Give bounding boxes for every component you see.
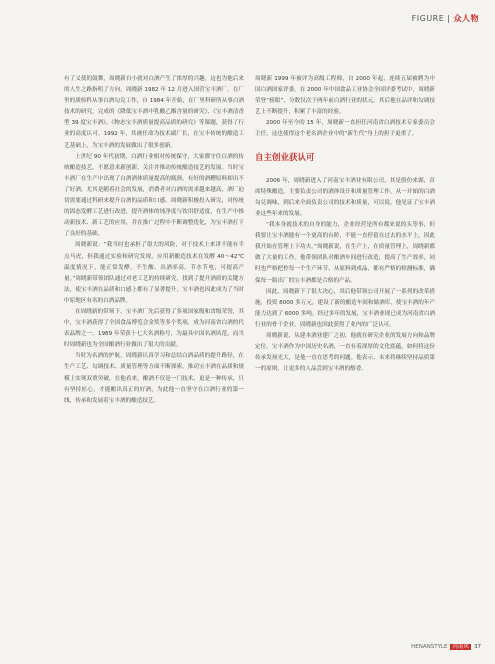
paragraph: 有了义使的鼓舞，周晓新自小就对白酒产生了浓厚的兴趣，这也为他后来的人生之路指明了方向。周晓新 1982 年 12 月进入国营宝丰酒厂，在厂里的质检科从事白酒勾兑工作，自 1984 年开始，在厂里科研所从事白酒技术的研究，完成的《降低宝丰酒中乳酸乙酯含量的研究》、《宝丰酒清香型 39 度宝丰酒》、《物态宝丰酒质量提高品质的研究》等课题，获得了行业的高度认可。1992 年，其被任命为技术副厂长，在宝丰传统的酿造工艺基础上，为宝丰酒的发展做出了很多创新。 [64, 76, 245, 149]
paragraph: “我本身就技术的自身的能力，企业经营是所有都来说的头等事，但我要让宝丰酒能有一个更高的台阶，不能一直停留在过去的水平上，因此我开始在管理上下功夫。”周晓新说，在生产上，在质量管理上，周晓新都做了大量的工作。他带领团队对酿酒车间进行改造，提高了生产效率，同时也严格把控每一个生产环节，从原料到成品，都有严格的检测标准，确保每一瓶出厂的宝丰酒都是合格的产品。 [255, 222, 435, 284]
section-label-cn: 众人物 [453, 14, 479, 23]
page-header [0, 0, 495, 42]
left-column [64, 74, 244, 407]
section-label-en: FIGURE [411, 14, 445, 23]
paragraph: 2006 年，周晓新进入了河南宝丰酒业有限公司，其是股份来源，首席特殊酿造，主要负责公司的酒体设计和质量管理工作。从一开始的白酒勾兑调味，到后来全面负责公司的技术和质量，可以说，他见证了宝丰酒业这些年来的发展。 [255, 177, 435, 217]
paragraph: 因此，周晓新下了很大决心，其后他带领公司开展了一系列的改革措施，投资 8000 多万元，建设了新的酿造车间和储酒库，使宝丰酒的年产能力达到了 6000 多吨。经过多年的发展，宝丰酒业现已成为河南省白酒行业的骨干企业，周晓新也因此获得了业内的广泛认可。 [255, 288, 436, 328]
right-column [255, 74, 435, 375]
paragraph: 周晓新说，从建本酒业建厂之初，他就在研究企业的发展方向和品牌定位，宝丰酒作为中国历史名酒，一直有着深厚的文化底蕴，如何将这份传承发扬光大，是他一直在思考的问题。他表示，未来将继续坚持品质第一的原则，让更多的人品尝到宝丰酒的醇香。 [255, 332, 435, 373]
paragraph: 上世纪 90 年代初期，白酒行业相对传统保守，大家都守住白酒的传统酿造技艺，不愿意求新创新，关注并推动传统酿造技艺的发展。当时宝丰酒厂在生产中出现了白酒酒体质量提高的瓶颈，有好的酒糟原料却出不了好酒。尤其是随着社会的发展，消费者对白酒的需求越来越高，酒厂迫切需要通过科研来提升白酒的品质和口感。周晓新积极投入研究，对传统的固态发酵工艺进行改进，提升酒体的纯净度与饮用舒适度，在生产中推动新技术、新工艺的应用，并在推广过程中不断调整优化，为宝丰酒打下了良好的基础。 [64, 153, 244, 238]
paragraph: 在周晓新的带领下，宝丰酒厂先后获得了多项国家级和省级荣誉，其中，宝丰酒获得了全国食品博览会金奖等多个奖项，成为河南省白酒的代表品牌之一。1989 年荣获十七大名酒称号，为最具中国名酒风范，而当时周晓新也为全国酿酒行业做出了很大的贡献。 [64, 308, 244, 349]
magazine-name-cn: 河南风 [452, 644, 469, 650]
paragraph: 2000 年至今的 15 年，周晓新一直担任河南省白酒技术专家委员会主任，这也使得这个老名酒企业中的“新生代”身上的担子更重了。 [255, 120, 435, 138]
paragraph: 周晓新 1999 年被评为高级工程师，自 2000 年起，连续五届被聘为中国白酒国家评委。在 2000 年中国食品工业协会全国评委考试中，周晓新荣登“榜眼”，分数仅次于两年前白酒行业的状元。其后他在品评和勾调技艺上不断提升，积累了丰富的经验。 [255, 76, 436, 116]
paragraph: 周晓新说：“我当时也承担了很大的风险，对于技术上来讲不能有半点马虎，但我通过实验和研究发现，应用新酿造技术在发酵 40～42℃ 温度情况下，能正常发酵，不生酸、出酒率高、节水节电，可提高产量。”周晓新带领团队通过对老工艺的持续研究，找到了提升酒质的关键方法，使宝丰酒在品质和口感上都有了显著提升，宝丰酒也因此成为了当时中原地区有名的白酒品牌。 [64, 242, 244, 304]
page-number: 37 [474, 644, 481, 650]
magazine-name-en: HENANSTYLE [411, 644, 448, 650]
section-subheading: 自主创业获认可 [255, 152, 315, 163]
page-footer [411, 642, 481, 650]
section-label: FIGURE | 众人物 [411, 14, 479, 23]
paragraph: 当时为名酒的护航，周晓新认真学习和总结白酒品质的提升路径，在生产工艺、勾调技术、质量管理等方面不断探索，推动宝丰酒在品质和规模上实现双重突破。在他看来，酿酒不仅是一门技术，更是一种传承，只有坚持匠心，才能酿出真正的好酒，为此他一直坚守在白酒行业的第一线，传承和发展着宝丰酒的酿造技艺。 [64, 353, 244, 404]
